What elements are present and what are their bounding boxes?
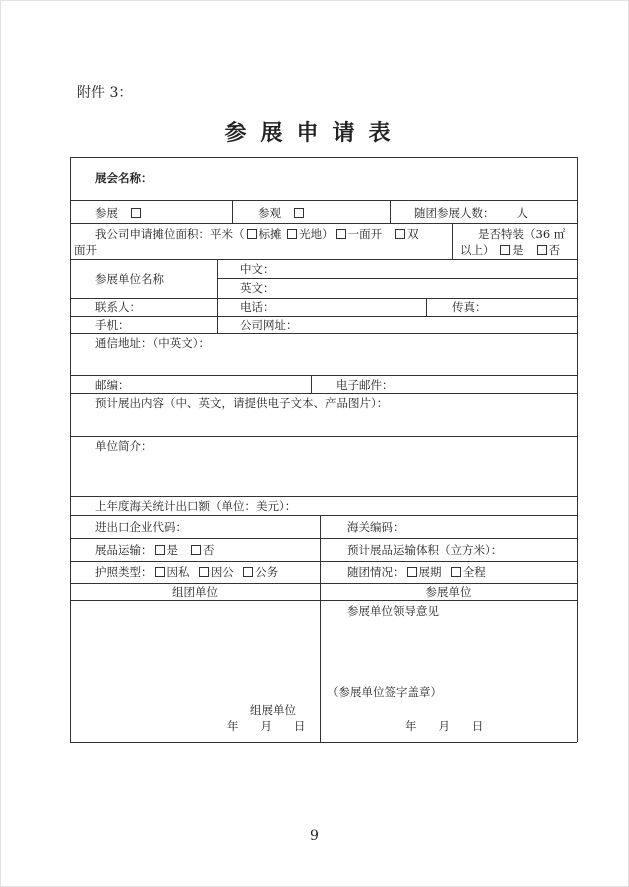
exhibitor-date	[405, 719, 483, 733]
fax-field[interactable]: 传真：	[452, 300, 487, 314]
attachment-label: 附件 3：	[77, 85, 133, 101]
visit-checkbox[interactable]	[294, 208, 304, 218]
company-name-en-field[interactable]: 英文：	[240, 281, 275, 295]
exhibitor-year: 年	[405, 719, 417, 733]
booth-one-side-label: 一面开	[347, 227, 383, 241]
address-field[interactable]: 通信地址：（中英文）：	[95, 336, 210, 350]
trip-full-checkbox[interactable]	[451, 567, 461, 577]
shipping-yes-label: 是	[166, 543, 178, 557]
booth-standard-label: 标摊	[258, 227, 282, 241]
booth-one-side-checkbox[interactable]	[336, 229, 346, 239]
passport-official-label: 公务	[255, 565, 279, 579]
page-number: 9	[310, 828, 319, 844]
organizer-date	[227, 719, 305, 733]
special-build-label-2: 以上）	[460, 243, 495, 257]
booth-area-line	[95, 227, 419, 241]
export-amount-field[interactable]: 上年度海关统计出口额（单位：美元）：	[95, 499, 297, 513]
company-profile-field[interactable]: 单位简介：	[95, 439, 153, 453]
trip-option	[347, 565, 486, 579]
booth-bare-checkbox[interactable]	[287, 229, 297, 239]
shipping-option	[95, 543, 214, 557]
passport-public-checkbox[interactable]	[199, 567, 209, 577]
mobile-field[interactable]: 手机：	[95, 318, 130, 332]
group-count-field[interactable]	[414, 206, 528, 220]
organizer-header: 组团单位	[172, 585, 218, 599]
visit-label: 参观	[258, 206, 281, 220]
organizer-day: 日	[293, 719, 306, 733]
email-field[interactable]: 电子邮件：	[336, 378, 394, 392]
exhibits-field[interactable]: 预计展出内容（中、英文，请提供电子文本、产品图片）：	[95, 396, 389, 410]
exhibitor-month: 月	[438, 719, 450, 733]
booth-two-side-cont: 面开	[74, 243, 97, 257]
trip-exhibit-checkbox[interactable]	[407, 567, 417, 577]
leader-opinion-label: 参展单位领导意见	[347, 604, 439, 618]
group-count-unit: 人	[516, 206, 528, 220]
organizer-unit-label: 组展单位	[250, 703, 296, 717]
shipping-yes-checkbox[interactable]	[155, 545, 165, 555]
booth-bare-label: 光地）	[299, 227, 334, 241]
trip-label: 随团情况：	[347, 565, 405, 579]
contact-field[interactable]: 联系人：	[95, 300, 141, 314]
sign-stamp-label: （参展单位签字盖章）	[327, 685, 442, 699]
special-yes-label: 是	[512, 243, 524, 257]
shipping-no-label: 否	[202, 543, 215, 557]
organizer-year: 年	[227, 719, 239, 733]
booth-area-label: 我公司申请摊位面积：平米（	[95, 227, 245, 241]
participate-label: 参展	[95, 206, 118, 220]
trip-full-label: 全程	[462, 565, 486, 579]
group-count-label: 随团参展人数：	[414, 206, 495, 220]
booth-two-side-label: 双	[407, 227, 419, 241]
special-no-label: 否	[548, 243, 561, 257]
passport-public-label: 因公	[210, 565, 234, 579]
postcode-field[interactable]: 邮编：	[95, 378, 130, 392]
booth-two-side-checkbox[interactable]	[395, 229, 405, 239]
special-yes-checkbox[interactable]	[500, 245, 510, 255]
participate-checkbox[interactable]	[131, 208, 141, 218]
phone-field[interactable]: 电话：	[240, 300, 275, 314]
shipping-label: 展品运输：	[95, 543, 153, 557]
enterprise-code-field[interactable]: 进出口企业代码：	[95, 520, 187, 534]
booth-standard-checkbox[interactable]	[247, 229, 257, 239]
shipping-no-checkbox[interactable]	[191, 545, 201, 555]
special-build-label: 是否特装（36 ㎡	[478, 227, 566, 241]
company-name-cn-field[interactable]: 中文：	[240, 262, 275, 276]
passport-private-label: 因私	[166, 565, 190, 579]
passport-official-checkbox[interactable]	[243, 567, 253, 577]
passport-private-checkbox[interactable]	[155, 567, 165, 577]
passport-type-option	[95, 565, 278, 579]
website-field[interactable]: 公司网址：	[240, 318, 298, 332]
exhibition-name-label: 展会名称：	[95, 171, 153, 185]
exhibitor-header: 参展单位	[425, 585, 472, 599]
form-title: 参展申请表	[224, 120, 405, 146]
company-name-label: 参展单位名称	[95, 272, 164, 286]
trip-exhibit-label: 展期	[418, 565, 442, 579]
passport-type-label: 护照类型：	[95, 565, 153, 579]
special-build-options	[460, 243, 560, 257]
visit-option[interactable]	[258, 206, 306, 220]
shipping-volume-field[interactable]: 预计展品运输体积（立方米）：	[347, 543, 503, 557]
special-no-checkbox[interactable]	[537, 245, 547, 255]
exhibitor-day: 日	[471, 719, 484, 733]
participate-option[interactable]	[95, 206, 143, 220]
customs-code-field[interactable]: 海关编码：	[347, 520, 405, 534]
organizer-month: 月	[260, 719, 272, 733]
